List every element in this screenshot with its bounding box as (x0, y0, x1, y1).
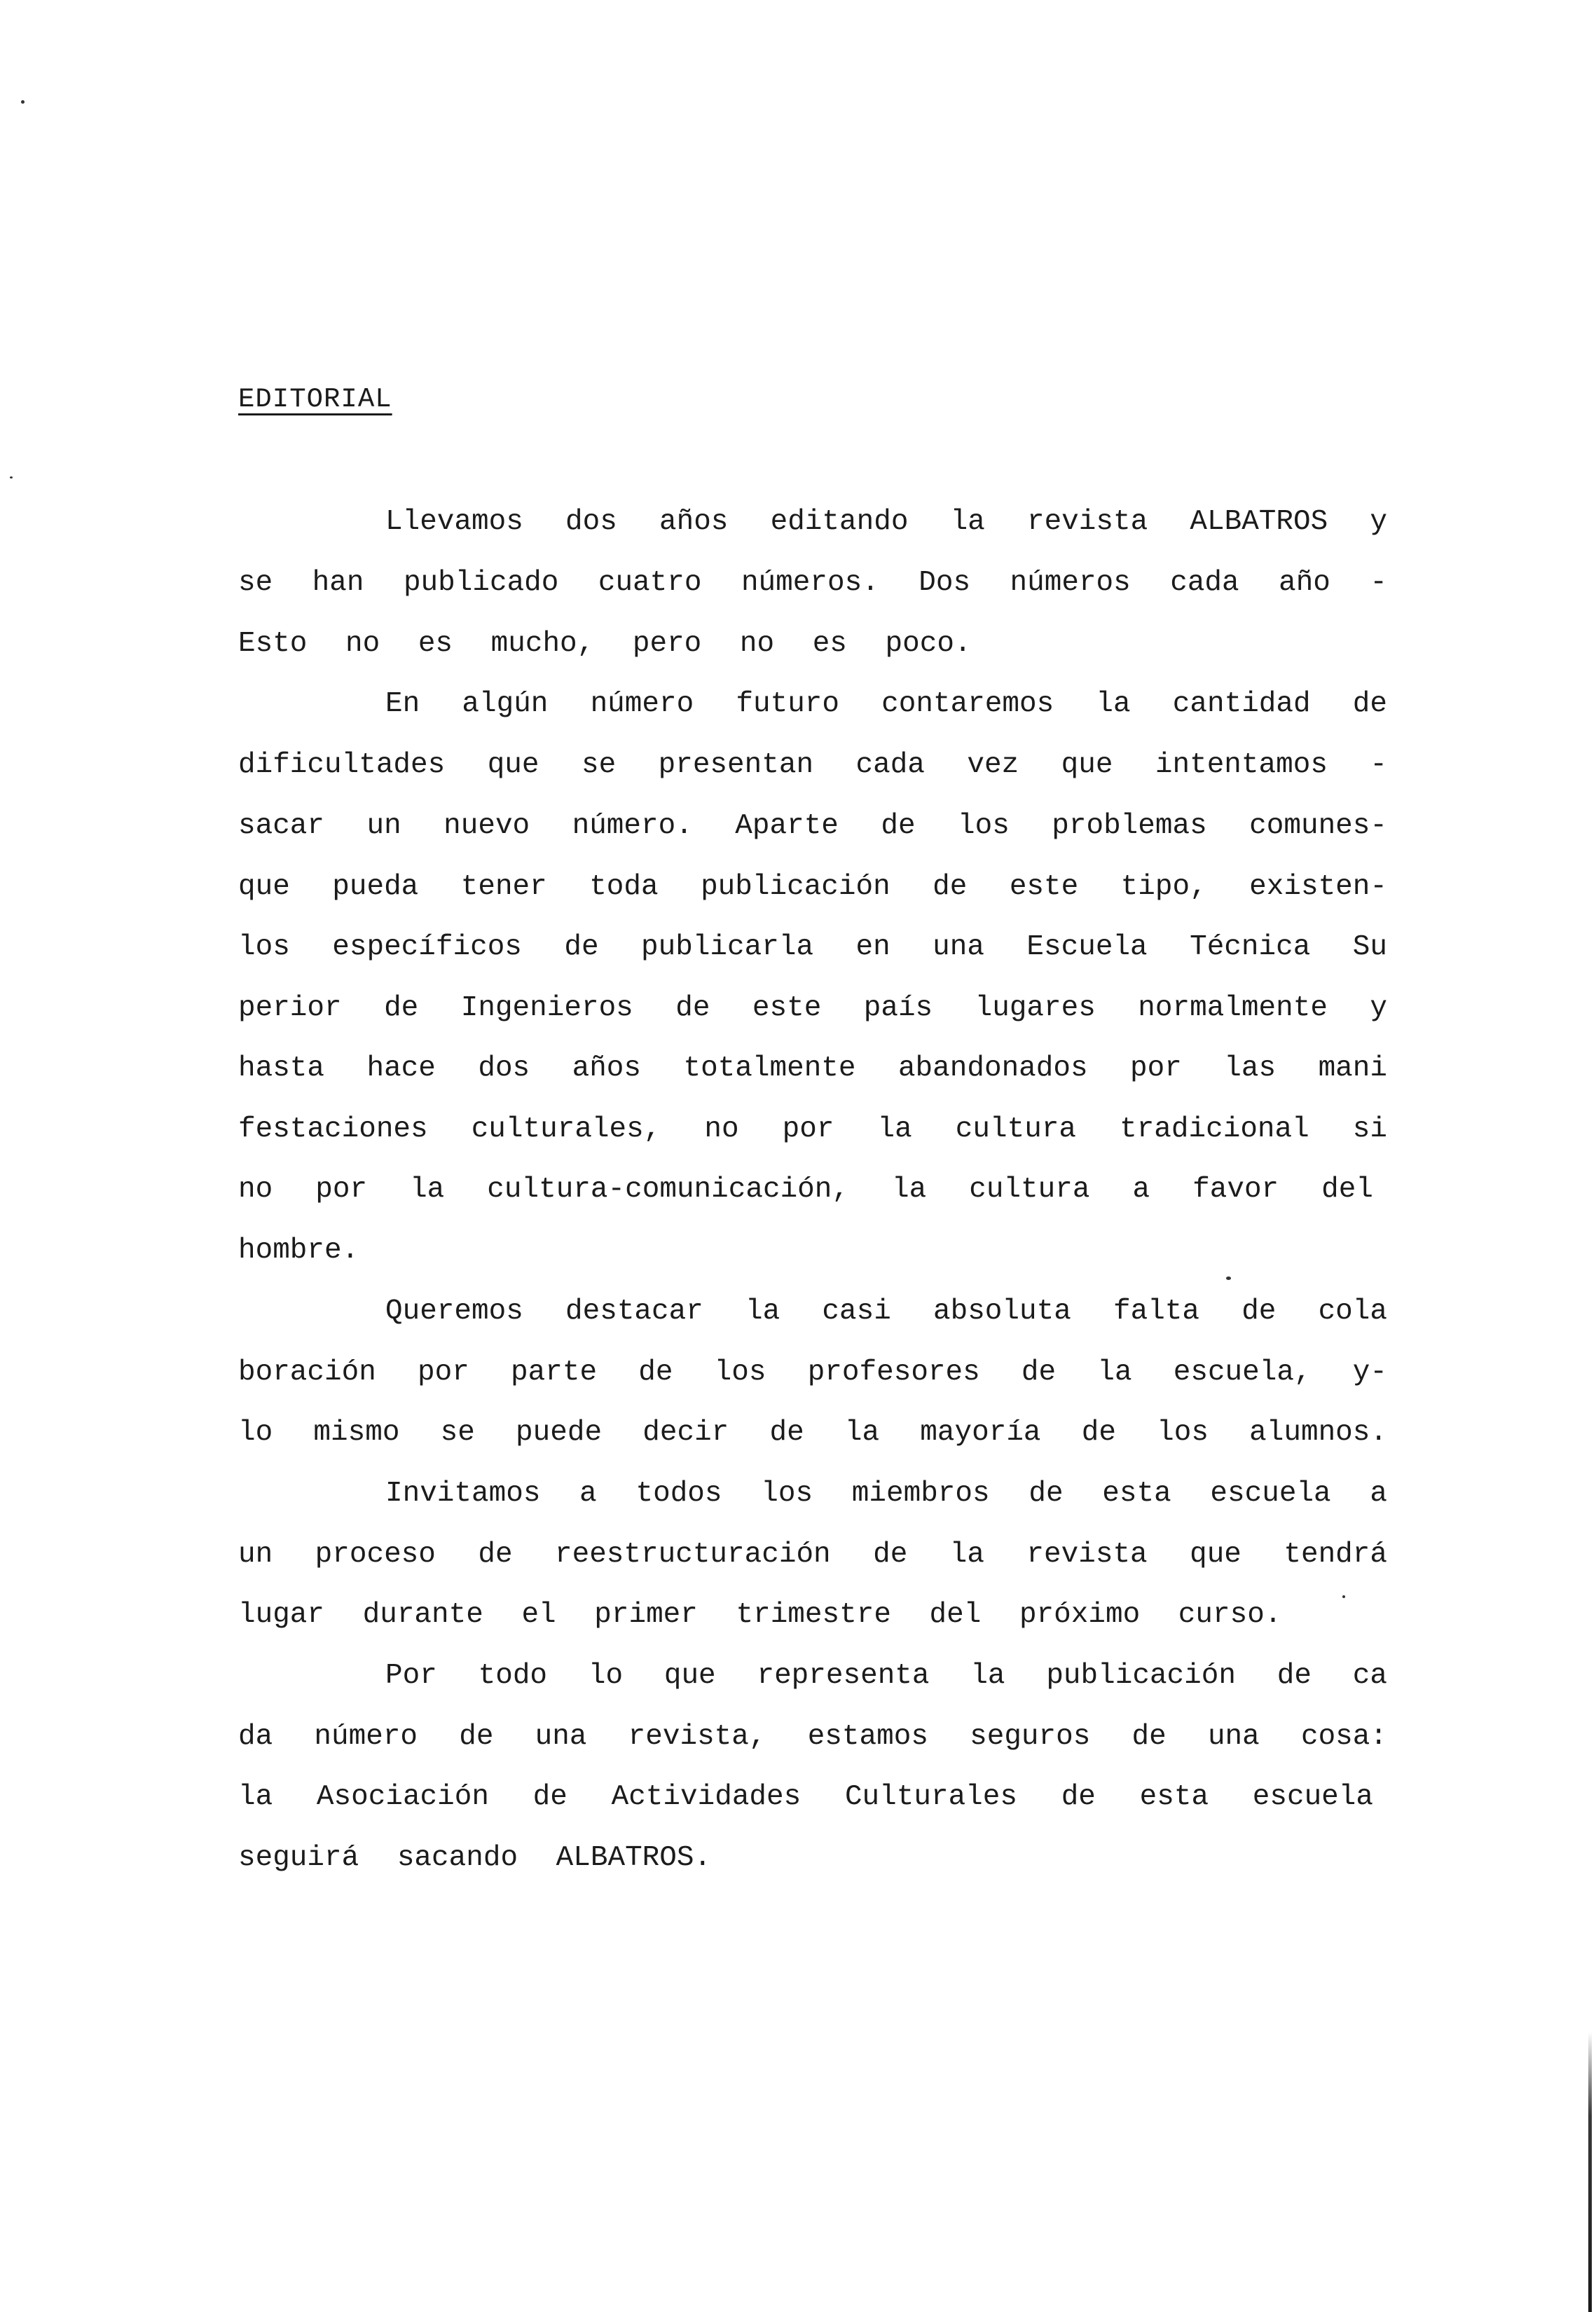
text-line: hombre. (238, 1234, 359, 1267)
text-line: Por todo lo que representa la publicación de ca (385, 1660, 1387, 1692)
scan-speck (1342, 1595, 1345, 1598)
scan-speck (1226, 1277, 1231, 1280)
page-binding-edge (1588, 2032, 1592, 2312)
text-line: la Asociación de Actividades Culturales de esta escuela (238, 1781, 1373, 1813)
text-line: dificultades que se presentan cada vez que intentamos - (238, 749, 1387, 781)
text-line: lo mismo se puede decir de la mayoría de los alumnos. (238, 1417, 1387, 1449)
scan-speck (21, 100, 25, 104)
scan-speck (10, 476, 13, 479)
text-line: que pueda tener toda publicación de este tipo, existen- (238, 871, 1387, 903)
text-line: sacar un nuevo número. Aparte de los problemas comunes- (238, 810, 1387, 842)
text-line: Invitamos a todos los miembros de esta escuela a (385, 1478, 1387, 1510)
text-line: da número de una revista, estamos seguros de una cosa: (238, 1721, 1387, 1753)
text-line: no por la cultura-comunicación, la cultura a favor del (238, 1174, 1373, 1206)
text-line: un proceso de reestructuración de la revista que tendrá (238, 1539, 1387, 1571)
text-line: perior de Ingenieros de este país lugares normalmente y (238, 992, 1387, 1024)
text-line: se han publicado cuatro números. Dos números cada año - (238, 567, 1387, 599)
text-line: En algún número futuro contaremos la cantidad de (385, 688, 1387, 720)
text-line: hasta hace dos años totalmente abandonados por las mani (238, 1052, 1387, 1085)
text-line: Esto no es mucho, pero no es poco. (238, 628, 972, 660)
text-line: lugar durante el primer trimestre del próximo curso. (238, 1599, 1282, 1631)
text-line: Queremos destacar la casi absoluta falta de cola (385, 1295, 1387, 1328)
text-line: los específicos de publicarla en una Escuela Técnica Su (238, 931, 1387, 963)
editorial-heading: EDITORIAL (238, 384, 392, 415)
text-line: Llevamos dos años editando la revista ALBATROS y (385, 506, 1387, 538)
text-line: festaciones culturales, no por la cultura tradicional si (238, 1113, 1387, 1145)
text-line: seguirá sacando ALBATROS. (238, 1842, 712, 1874)
text-line: boración por parte de los profesores de la escuela, y- (238, 1356, 1387, 1389)
